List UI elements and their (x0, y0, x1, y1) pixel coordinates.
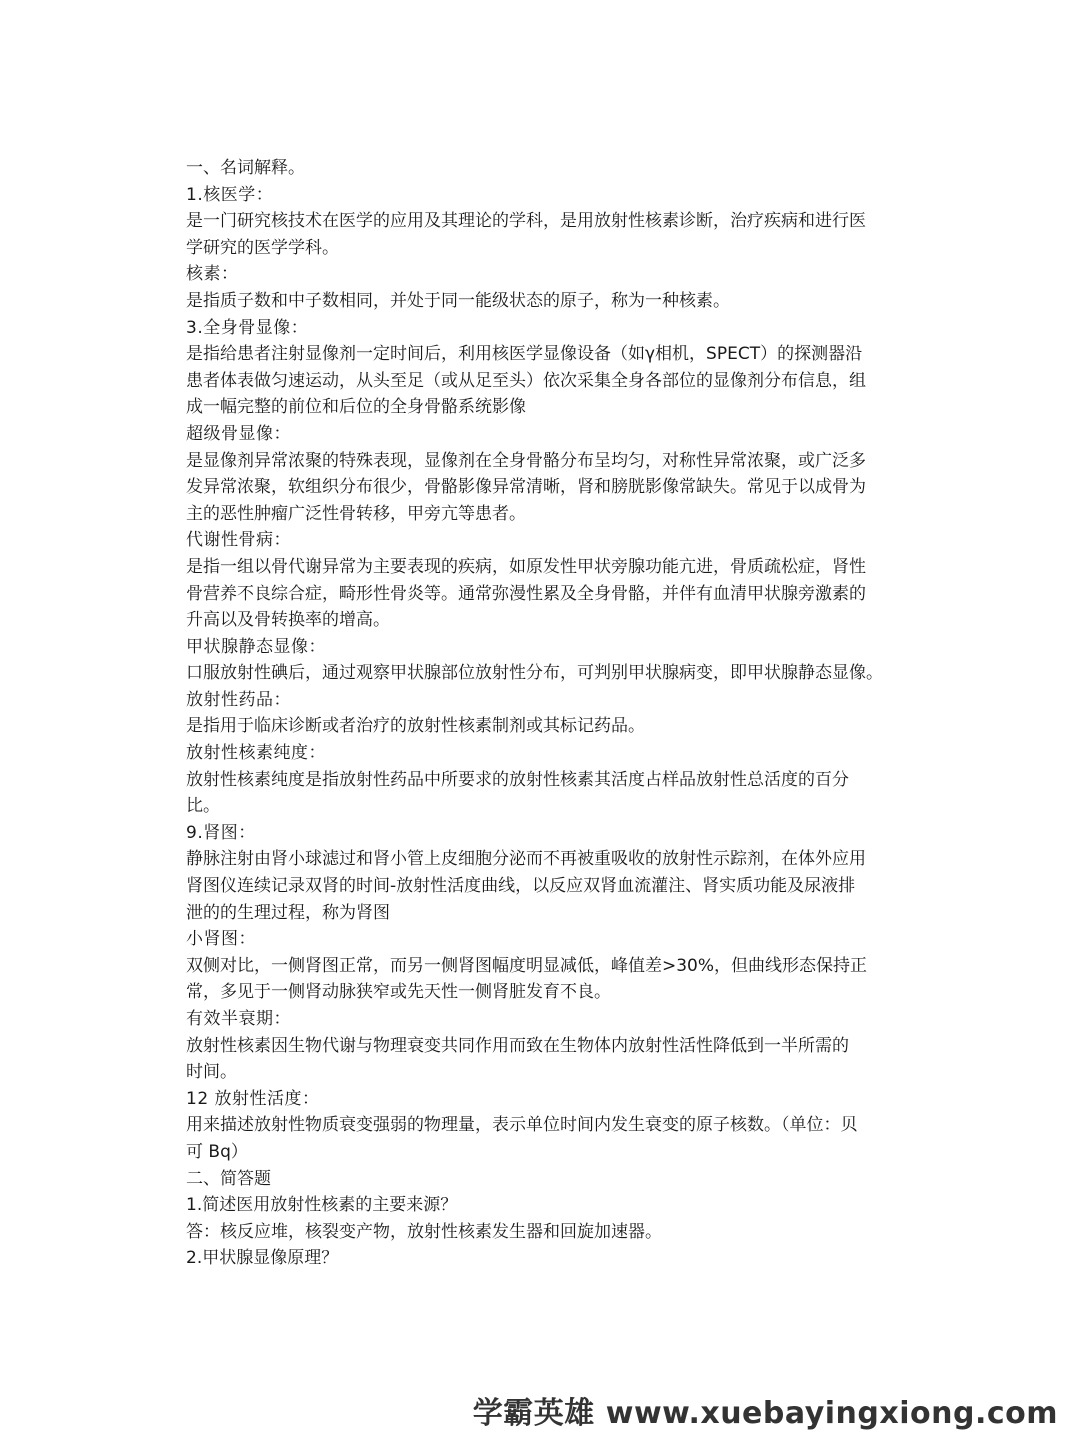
definition-text: 是指给患者注射显像剂一定时间后，利用核医学显像设备（如γ相机，SPECT）的探测器沿 (186, 344, 863, 365)
term-heading: 甲状腺静态显像： (186, 636, 326, 657)
term-heading: 放射性药品： (186, 689, 291, 710)
definition-text: 是一门研究核技术在医学的应用及其理论的学科，是用放射性核素诊断，治疗疾病和进行医 (186, 211, 866, 232)
definition-text: 用来描述放射性物质衰变强弱的物理量，表示单位时间内发生衰变的原子核数。（单位：贝 (186, 1115, 858, 1136)
definition-text: 是显像剂异常浓聚的特殊表现，显像剂在全身骨骼分布呈均匀，对称性异常浓聚，或广泛多 (186, 450, 866, 471)
definition-text: 成一幅完整的前位和后位的全身骨骼系统影像 (186, 397, 526, 418)
definition-text: 放射性核素因生物代谢与物理衰变共同作用而致在生物体内放射性活性降低到一半所需的 (186, 1035, 849, 1056)
definition-text: 时间。 (186, 1062, 237, 1083)
definition-text: 泄的的生理过程，称为肾图 (186, 902, 390, 923)
definition-text: 患者体表做匀速运动，从头至足（或从足至头）依次采集全身各部位的显像剂分布信息，组 (186, 370, 866, 391)
term-heading: 3.全身骨显像： (186, 317, 309, 338)
definition-text: 发异常浓聚，软组织分布很少，骨骼影像异常清晰，肾和膀胱影像常缺失。常见于以成骨为 (186, 477, 866, 498)
definition-text: 放射性核素纯度是指放射性药品中所要求的放射性核素其活度占样品放射性总活度的百分 (186, 769, 849, 790)
section-heading: 二、简答题 (186, 1168, 271, 1189)
section-heading: 一、名词解释。 (186, 158, 305, 178)
definition-text: 是指质子数和中子数相同，并处于同一能级状态的原子，称为一种核素。 (186, 290, 730, 311)
definition-text: 是指用于临床诊断或者治疗的放射性核素制剂或其标记药品。 (186, 716, 645, 737)
term-heading: 核素： (186, 264, 239, 285)
question-text: 1.简述医用放射性核素的主要来源？ (186, 1195, 458, 1216)
definition-text: 口服放射性碘后，通过观察甲状腺部位放射性分布，可判别甲状腺病变，即甲状腺静态显像。 (186, 663, 883, 684)
document-page (186, 155, 902, 1272)
term-heading: 超级骨显像： (186, 423, 291, 444)
term-heading: 小肾图： (186, 929, 256, 950)
answer-text: 答：核反应堆，核裂变产物，放射性核素发生器和回旋加速器。 (186, 1221, 662, 1242)
definition-text: 升高以及骨转换率的增高。 (186, 610, 390, 631)
definition-text: 肾图仪连续记录双肾的时间-放射性活度曲线，以反应双肾血流灌注、肾实质功能及尿液排 (186, 876, 856, 897)
term-heading: 1.核医学： (186, 184, 274, 205)
definition-text: 可 Bq） (186, 1141, 248, 1162)
definition-text: 骨营养不良综合症，畸形性骨炎等。通常弥漫性累及全身骨骼，并伴有血清甲状腺旁激素的 (186, 583, 866, 604)
term-heading: 有效半衰期： (186, 1009, 291, 1029)
definition-text: 学研究的医学学科。 (186, 237, 339, 258)
term-heading: 9.肾图： (186, 822, 256, 843)
definition-text: 主的恶性肿瘤广泛性骨转移，甲旁亢等患者。 (186, 503, 526, 524)
term-heading: 放射性核素纯度： (186, 743, 326, 764)
definition-text: 比。 (186, 796, 220, 817)
site-watermark: 学霸英雄 www.xuebayingxiong.com (472, 1396, 1058, 1431)
definition-text: 是指一组以骨代谢异常为主要表现的疾病，如原发性甲状旁腺功能亢进，骨质疏松症，肾性 (186, 556, 866, 577)
term-heading: 12 放射性活度： (186, 1088, 320, 1109)
question-text: 2.甲状腺显像原理？ (186, 1248, 339, 1269)
definition-text: 静脉注射由肾小球滤过和肾小管上皮细胞分泌而不再被重吸收的放射性示踪剂，在体外应用 (186, 849, 866, 870)
term-heading: 代谢性骨病： (186, 530, 291, 551)
definition-text: 双侧对比，一侧肾图正常，而另一侧肾图幅度明显减低，峰值差>30%，但曲线形态保持正 (186, 955, 868, 976)
definition-text: 常，多见于一侧肾动脉狭窄或先天性一侧肾脏发育不良。 (186, 982, 611, 1003)
